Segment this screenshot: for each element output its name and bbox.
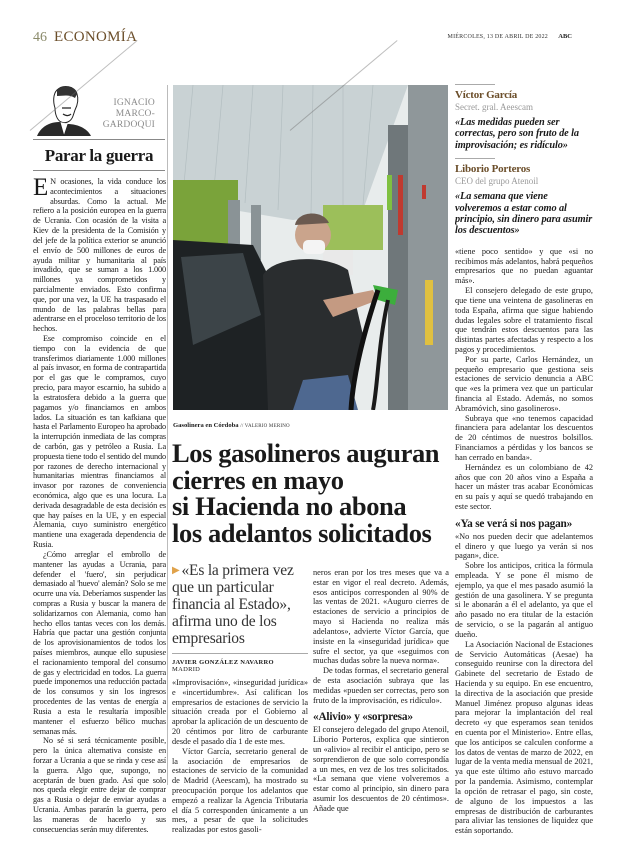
paragraph-text: N ocasiones, la vida conduce los acontecimientos a situaciones absurdas. Como la actual. Me refiero a la posición europea en la guerra de Ucrania. Con ocasión de la visita a Kiev de la presidenta de la Comisión y del jefe de la política exterior se anunció el envío de 500 millones de euros de ayuda militar y humanitaria al país invadido, que se suman a los 1.000 millones ya comprometidos y parcialmente enviados. Esto confirma que, por una vez, la UE ha traspasado el mundo de las palabras bellas para adentrarse en el proceloso territorio de los hechos. [33,177,166,334]
paragraph: De todas formas, el secretario general de esta asociación subraya que las medidas «pueden ser correctas, pero son fruto de la improvisación, es ridículo». [313,666,449,705]
triangle-bullet-icon: ▶ [172,565,180,576]
paragraph: Víctor García, secretario general de la asociación de empresarios de estaciones de servicio de la comunidad de Madrid (Aeescam), ha mostrado su preocupación porque los adelantos que empezó a realizar la Agencia Tributaria el día 5 corresponden únicamente a un mes, a pesar de que la solicitudes realizadas por estos gasoli- [172,746,308,835]
quote-text: «Las medidas pueden ser correctas, pero son fruto de la improvisación; es ridículo» [455,117,579,151]
quote-role: CEO del grupo Atenoil [455,176,539,187]
headline-line: si Hacienda no abona [172,491,407,521]
paragraph: La Asociación Nacional de Estaciones de Servicio Automáticas (Aesae) ha conseguido reunirse con la directora del Gabinete del secretario de Estado de Hacienda y su equipo. En ese encuentro, la directiva de la asociación que preside Manuel Jiménez propuso algunas ideas para mejorar la implantación del real decreto «y que esperamos sean tenidos en cuenta por el Ministerio». Entre ellas, que los anticipos se calculen conforme a los datos de ventas de marzo de 2022, en lugar de la venta media mensual de 2021, ya que este último año estuvo marcado por la pandemia. Asimismo, contemplar la opción de retrasar el pago, sin coste, de alguno de los impuestos a las empresas de distribución de carburantes para aliviar las tensiones de liquidez que están soportando. [455,639,593,836]
author-name-line: IGNACIO [113,98,155,108]
paragraph: neros eran por los tres meses que va a estar en vigor el real decreto. Además, esos anticipos corresponden al 90% de las ventas de 2021. «Auguro cierres de estaciones de servicio a principios de mayo si Hacienda no realiza más adelantos», advierte Víctor García, que insiste en la «inseguridad jurídica» que sufre el sector, ya que «seguimos con muchas dudas sobre la nueva norma». [313,568,449,666]
subheadline [172,562,308,647]
section-subhead: «Ya se verá si nos pagan» [455,517,573,530]
quote-role: Secret. gral. Aeescam [455,102,533,112]
publication-logo: ABC [558,33,572,40]
paragraph: El consejero delegado de este grupo, que tiene una veintena de gasolineras en toda España, afirma que sigue habiendo dudas legales sobre el tratamiento fiscal que tendrán estos descuentos para las distintas partes afectadas y respecto a los pagos y procedimientos. [455,286,593,354]
paragraph: «tiene poco sentido» y que «si no recibimos más adelantos, habrá pequeños empresarios que no puedan aguantar más». [455,246,593,286]
photo-credit: // VALERIO MERINO [240,424,290,429]
subheadline-text: «Es la primera vez que un particular financia al Estado», afirma uno de los empresarios [172,562,294,647]
quote-block [455,89,593,151]
section-title: ECONOMÍA [54,29,138,45]
paragraph: No sé si será técnicamente posible, pero la única alternativa consiste en forzar a Ucrania a que se rinda y cese así la guerra. Algo que, supongo, no aceptarán de buen grado. Así que solo nos queda elegir entre dejar de comprar gas a Rusia o dejar de enviar ayudas a Ucrania. Ambas pararán la guerra, pero las maneras de hacerlo y sus consecuencias serán muy diferentes. [33,736,166,834]
paragraph: ¿Cómo arreglar el embrollo de mantener las ayudas a Ucrania, para defender el 'fuero', sin perjudicar demasiado al 'huevo' alemán? Solo se me ocurre una vía. Deberíamos suspender las compras a Rusia y buscar la manera de solidarizarnos con Alemania, como han hecho ellos tantas veces con los demás. Habría que pactar una gestión conjunta de los aprovisionamientos de todos los países miembros, aunque ello supusiese el racionamiento temporal del consumo de gas y electricidad en todos. La guerra puede imponernos una reducción pactada de los consumos y sin los ingresos procedentes de las ventas de energía a Rusia a esta le resultaría imposible mantener el esfuerzo bélico muchas semanas más. [33,549,166,736]
paragraph: Por su parte, Carlos Hernández, un pequeño empresario que gestiona seis estaciones de servicio denuncia a ABC que «es la primera vez que un particular financia al Estado. Además, no somos Abramóvich, sino gasolineros». [455,354,593,413]
date: MIÉRCOLES, 13 DE ABRIL DE 2022 [447,34,548,40]
divider [33,139,165,140]
opinion-title [33,146,165,166]
divider [455,158,495,159]
author-name-line: MARCO- [115,109,155,119]
section-subhead: «Alivio» y «sorpresa» [313,711,413,724]
paragraph [33,177,166,334]
paragraph: Hernández es un colombiano de 42 años que con 20 años vino a España a hacer un máster tras acabar Económicas en su país y aquí se quedó trabajando en este sector. [455,462,593,511]
article-column-4 [455,84,593,844]
article-column-2 [172,562,308,844]
opinion-body [33,177,166,841]
page-number: 46 [33,30,47,45]
headline-line: los adelantos solicitados [172,517,432,548]
author-name-line: GARDOQUI [102,120,155,130]
caption-text: Gasolinera en Córdoba [173,422,239,429]
headline [172,440,450,546]
news-photo [173,85,448,410]
column-divider [167,85,168,785]
paragraph: Sobre los anticipos, critica la fórmula empleada. Y se pone él mismo de ejemplo, ya que el mes pasado asumió la gestión de una gasolinera. Y se pregunta si le abonarán a él el adelanto, ya que el año pasado no era titular de la estación de servicio, o se la pagarán al antiguo dueño. [455,561,593,639]
divider [172,653,308,654]
byline: JAVIER GONZÁLEZ NAVARRO [172,659,274,666]
photo-caption [173,422,448,429]
author-portrait [33,84,95,136]
headline-line: cierres en mayo [172,464,344,495]
quote-name: Víctor García [455,89,518,101]
divider [33,170,165,171]
headline-line: Los gasolineros auguran [172,438,440,468]
dateline-place: MADRID [172,666,201,673]
quote-name: Liborio Porteros [455,163,531,176]
divider [455,84,495,85]
article-column-2-body [172,678,308,835]
author-name [103,98,155,131]
paragraph: Ese compromiso coincide en el tiempo con la evidencia de que transferimos diariamente 1.000 millones al país invasor, en forma de contrapartida por el gas que le compramos, cuyo precio, para mayor escarnio, ha subido a la estratosfera debido a la guerra que pagamos y/o financiamos en ambos lados. La situación es tan kafkiana que hasta el Parlamento Europeo ha aprobado la interrupción inmediata de las compras de carbón, gas y petróleo a Rusia. La propuesta tiene todo el sentido del mundo por razones de derecho internacional y humanitarias mientras financiamos al invasor por razones de conveniencia económica, algo que es una locura. La derivada desagradable de esta decisión es que hay países en la UE, y en especial Alemania, cuyo suministro energético mantiene una exagerada dependencia de Rusia. [33,334,166,550]
paragraph: El consejero delegado del grupo Atenoil, Liborio Porteros, explica que sintieron un «alivio» al recibir el anticipo, pero se sorprendieron de que solo correspondía a un mes, en vez de los tres solicitados. «La semana que viene volveremos a estar como al principio, sin dinero para asumir los descuentos de 20 céntimos». Añade que [313,725,449,813]
paragraph: «Improvisación», «inseguridad jurídica» e «incertidumbre». Así califican los empresarios de estaciones de servicio la situación creada por el Gobierno al aprobar la aplicación de un descuento de 20 céntimos por litro de carburante desde el pasado día 1 de este mes. [172,678,308,746]
dropcap: E [33,177,49,201]
quote-text: «La semana que viene volveremos a estar como al principio, sin dinero para asumir los descuentos» [455,191,593,237]
article-column-3 [313,568,449,844]
quote-block [455,163,593,237]
paragraph: Subraya que «no tenemos capacidad financiera para adelantar los descuentos de 20 céntimos de nuestros bolsillos. Financiamos a pérdidas y los bancos se han cerrado en banda». [455,413,593,462]
opinion-title-text: Parar la guerra [44,146,154,165]
paragraph: «No nos pueden decir que adelantemos el dinero y que luego ya verán si nos pagan», dice. [455,531,593,561]
article-column-4-body [455,247,593,836]
